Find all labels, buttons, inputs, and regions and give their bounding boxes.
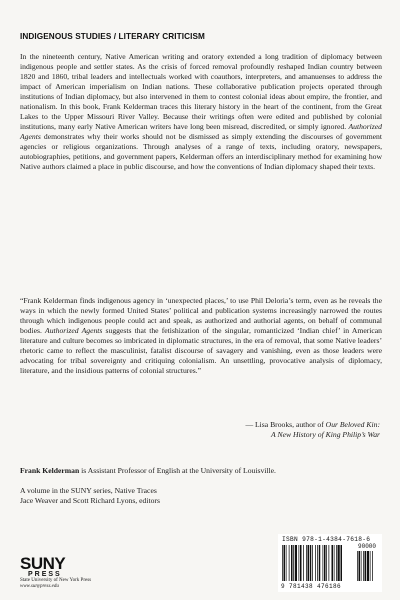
attribution-book-title-2: A New History of King Philip’s War: [271, 430, 380, 439]
barcode-bar: [299, 545, 300, 581]
barcode-bar: [334, 545, 335, 581]
description-text: In the nineteenth century, Native American writing and oratory extended a long tradition of diplomacy between indigenous people and settler states. As the crisis of forced removal profoundly reshaped Indian country between 1820 and 1860, tribal leaders and intellectuals worked with coauthors, interpreters, and amanuenses to address the impact of American imperialism on Indian nations. These collaborative publication projects operated through institutions of Indian diplomacy, but also intervened in them to contest colonial ideas about empire, the frontier, and nationalism. In this book, Frank Kelderman traces this literary history in the heart of the continent, from the Great Lakes to the Upper Missouri River Valley. Because their writings often were edited and published by colonial institutions, many early Native American writers have long been misread, discredited, or simply ignored.: [20, 52, 382, 131]
barcode-bar: [338, 545, 340, 581]
attribution-book-title-1: Our Beloved Kin:: [325, 420, 380, 429]
addon-bar: [361, 551, 362, 581]
barcode-bar: [284, 545, 286, 581]
barcode-bar: [332, 545, 334, 581]
category-label: INDIGENOUS STUDIES / LITERARY CRITICISM: [20, 32, 205, 41]
endorsement-quote: [20, 296, 382, 376]
author-bio-text: is Assistant Professor of English at the University of Louisville.: [79, 466, 276, 475]
barcode-bar: [300, 545, 302, 581]
attribution-line-2: [80, 430, 380, 440]
barcode-bar: [286, 545, 287, 581]
barcode-bar: [315, 545, 316, 581]
barcode-bar: [306, 545, 307, 581]
addon-bar: [359, 551, 361, 581]
addon-bar: [357, 551, 358, 581]
series-name: Native Traces: [114, 486, 157, 495]
price-code: 90000: [358, 543, 377, 550]
barcode-bar: [329, 545, 330, 581]
series-info: [20, 486, 382, 506]
press-logo-text: PRESS: [28, 571, 62, 578]
publisher-name: State University of New York Press: [20, 578, 92, 583]
addon-bar: [365, 551, 367, 581]
barcode-bar: [336, 545, 337, 581]
series-editors: Jace Weaver and Scott Richard Lyons, editors: [20, 496, 160, 505]
quote-book-title: Authorized Agents: [45, 326, 103, 335]
barcode-bar: [308, 545, 310, 581]
author-name: Frank Kelderman: [20, 466, 80, 475]
barcode-bar: [282, 545, 283, 581]
quote-paragraph: [20, 296, 382, 376]
barcode-bar: [293, 545, 294, 581]
barcode-bar: [341, 545, 343, 581]
barcode-bar: [295, 545, 297, 581]
attribution-author: — Lisa Brooks, author of: [245, 420, 326, 429]
barcode-bar: [323, 545, 324, 581]
quote-text-cont: suggests that the fetishization of the singular, romanticized ‘Indian chief’ in American literature and culture becomes so imbricated in diplomatic structures, in the era of removal, that some Native leaders’ rhetoric came to reflect the masculinist, fatalist discourse of savagery and vanishing, even as those leaders were advocating for tribal sovereignty and critiquing colonialism. An unsettling, provocative analysis of diplomacy, literature, and the insidious patterns of colonial structures.”: [20, 326, 382, 375]
book-title-italic: Authorized Agents: [20, 122, 382, 141]
barcode-bar: [291, 545, 293, 581]
barcode-bar: [319, 545, 321, 581]
addon-bar: [367, 551, 369, 581]
barcode-bar: [303, 545, 304, 581]
addon-bar: [363, 551, 364, 581]
isbn-barcode: [278, 534, 382, 592]
quote-attribution: [80, 420, 380, 440]
barcode-bar: [326, 545, 327, 581]
publisher-logo: [20, 556, 91, 590]
author-bio: [20, 466, 382, 476]
description-text-cont: demonstrates why their works should not be dismissed as simply extending the discourses of government agencies or religious organizations. Through analyses of a range of texts, including oratory, newspapers, autobiographies, petitions, and government papers, Kelderman offers an interdisciplinary method for examining how Native authors claimed a place in public discourse, and how the conventions of Indian diplomacy shaped their texts.: [20, 132, 382, 171]
addon-bar: [370, 551, 371, 581]
attribution-line-1: [80, 420, 380, 430]
isbn-text: ISBN 978-1-4384-7618-6: [282, 536, 371, 543]
barcode-number: 9 781438 476186: [281, 583, 342, 590]
publisher-url: www.sunypress.edu: [20, 584, 59, 589]
barcode-bar: [289, 545, 290, 581]
barcode-bar: [324, 545, 326, 581]
barcode-bars: [282, 545, 378, 583]
barcode-bar: [317, 545, 318, 581]
description-paragraph: [20, 52, 382, 172]
series-prefix: A volume in the SUNY series,: [20, 486, 115, 495]
book-description: [20, 52, 382, 172]
series-line: [20, 486, 382, 496]
barcode-bar: [310, 545, 312, 581]
addon-bar: [372, 551, 373, 581]
suny-logo-text: SUNY: [20, 554, 66, 573]
quote-text: “Frank Kelderman finds indigenous agency in ‘unexpected places,’ to use Phil Deloria’s term, even as he reveals the ways in which the newly formed United States’ political and publication systems increasingly narrowed the routes through which indigenous people could act and speak, as authorized and authorial agents, on behalf of communal bodies.: [20, 296, 382, 335]
barcode-bar: [312, 545, 313, 581]
